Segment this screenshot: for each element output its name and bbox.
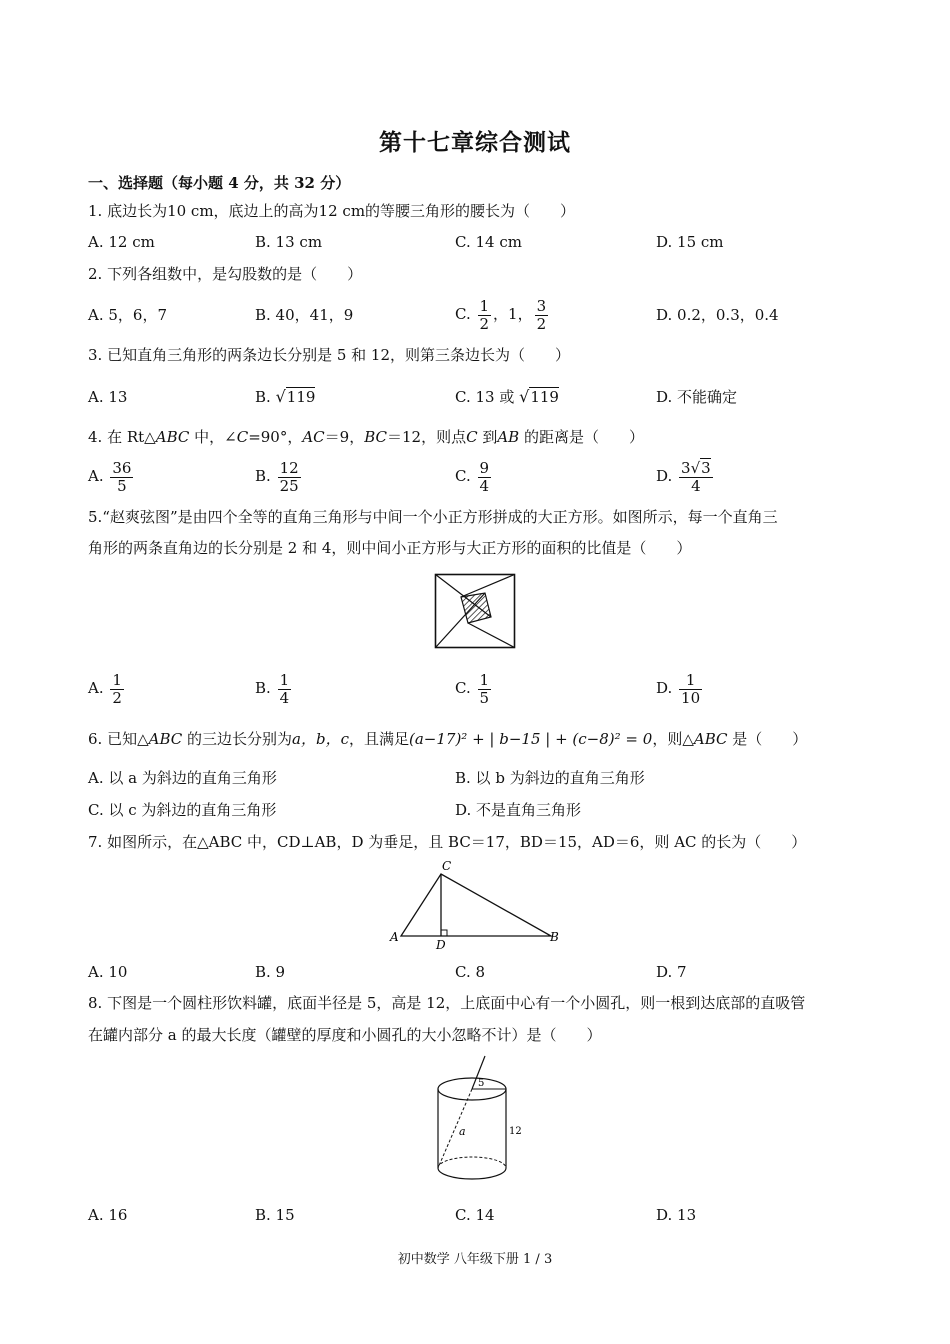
q7-stem: 7. 如图所示，在△ABC 中，CD⊥AB，D 为垂足，且 BC＝17，BD＝15，AD＝6，则 AC 的长为（ ） [88, 833, 807, 851]
q3-b-label: B. [255, 388, 271, 406]
label-height: 12 [509, 1126, 522, 1137]
q1-stem: 1. 底边长为10 cm，底边上的高为12 cm的等腰三角形的腰长为（ ） [88, 202, 576, 220]
q4-option-c[interactable] [455, 456, 493, 496]
q5-a-fraction: $\frac{1}{2}$ [112, 670, 122, 707]
q4-b-fraction: $\frac{12}{25}$ [279, 458, 299, 495]
q6-option-b[interactable]: B. 以 b 为斜边的直角三角形 [455, 769, 645, 787]
q2-c-mid: ，1， [493, 305, 533, 323]
q5-stem-line-1: 5.“赵爽弦图”是由四个全等的直角三角形与中间一个小正方形拼成的大正方形。如图所示，每一个直角三 [88, 508, 778, 526]
sqrt-icon: √ [275, 387, 286, 406]
q2-c-fraction-2: $\frac{3}{2}$ [536, 296, 547, 333]
q1-option-b[interactable]: B. 13 cm [255, 233, 323, 251]
sqrt-icon: √ [519, 387, 530, 406]
q2-option-a[interactable]: A. 5，6，7 [88, 306, 167, 324]
q3-b-radicand: 119 [286, 388, 316, 406]
q5-option-b[interactable] [255, 668, 293, 708]
q1-option-a[interactable]: A. 12 cm [88, 233, 155, 251]
q5-d-fraction: $\frac{1}{10}$ [681, 670, 701, 707]
q3-option-d[interactable]: D. 不能确定 [656, 388, 738, 406]
q2-stem: 2. 下列各组数中，是勾股数的是（ ） [88, 265, 363, 283]
q2-c-fraction-1: $\frac{1}{2}$ [479, 296, 490, 333]
label-radius: 5 [478, 1078, 485, 1089]
q8-option-b[interactable]: B. 15 [255, 1206, 295, 1224]
q3-option-c[interactable] [455, 387, 559, 407]
q3-option-a[interactable]: A. 13 [88, 388, 128, 406]
q5-stem-line-2: 角形的两条直角边的长分别是 2 和 4，则中间小正方形与大正方形的面积的比值是（ ） [88, 539, 692, 557]
q5-option-a[interactable] [88, 668, 126, 708]
q7-option-b[interactable]: B. 9 [255, 963, 286, 981]
label-a: A [390, 930, 399, 944]
q6-stem: 6. 已知△ABC 的三边长分别为a，b，c，且满足(a−17)² + | b−15 | + (c−8)² = 0，则△ABC 是（ ） [88, 730, 808, 748]
q5-option-d[interactable] [656, 668, 704, 708]
q5-c-fraction: $\frac{1}{5}$ [479, 670, 490, 707]
q2-option-b[interactable]: B. 40，41，9 [255, 306, 354, 324]
q5-option-c[interactable] [455, 668, 493, 708]
q3-c-label: C. 13 或 [455, 388, 515, 406]
q8-stem-line-1: 8. 下图是一个圆柱形饮料罐，底面半径是 5，高是 12，上底面中心有一个小圆孔，则一根到达底部的直吸管 [88, 994, 806, 1012]
q4-a-fraction: $\frac{36}{5}$ [112, 458, 132, 495]
q4-option-b[interactable] [255, 456, 303, 496]
q5-a-label: A. [88, 679, 104, 697]
q4-d-fraction: $\frac{3√3}{4}$ [681, 458, 711, 495]
q4-c-label: C. [455, 467, 471, 485]
q5-c-label: C. [455, 679, 471, 697]
section-heading: 一、选择题（每小题 4 分，共 32 分） [88, 174, 351, 192]
zhao-shuang-diagram [434, 573, 516, 649]
q4-option-d[interactable] [656, 456, 715, 496]
sqrt-icon: √ [690, 458, 701, 477]
q5-d-label: D. [656, 679, 673, 697]
q1-option-d[interactable]: D. 15 cm [656, 233, 724, 251]
q3-stem: 3. 已知直角三角形的两条边长分别是 5 和 12，则第三条边长为（ ） [88, 346, 571, 364]
q7-option-d[interactable]: D. 7 [656, 963, 687, 981]
q8-stem-line-2: 在罐内部分 a 的最大长度（罐壁的厚度和小圆孔的大小忽略不计）是（ ） [88, 1026, 602, 1044]
q6-equation: (a−17)² + | b−15 | + (c−8)² = 0 [409, 730, 653, 748]
q3-option-b[interactable] [255, 387, 315, 407]
q7-option-c[interactable]: C. 8 [455, 963, 486, 981]
q2-option-d[interactable]: D. 0.2，0.3，0.4 [656, 306, 779, 324]
q1-option-c[interactable]: C. 14 cm [455, 233, 522, 251]
page-footer: 初中数学 八年级下册 1 / 3 [397, 1252, 553, 1267]
q4-d-label: D. [656, 467, 673, 485]
q4-c-fraction: $\frac{9}{4}$ [479, 458, 490, 495]
q6-option-c[interactable]: C. 以 c 为斜边的直角三角形 [88, 801, 277, 819]
q8-option-c[interactable]: C. 14 [455, 1206, 495, 1224]
q2-option-c[interactable] [455, 294, 550, 334]
q4-option-a[interactable] [88, 456, 135, 496]
q4-b-label: B. [255, 467, 271, 485]
q7-option-a[interactable]: A. 10 [88, 963, 128, 981]
q4-a-label: A. [88, 467, 104, 485]
label-c: C [442, 860, 452, 873]
q8-option-d[interactable]: D. 13 [656, 1206, 697, 1224]
q5-b-label: B. [255, 679, 271, 697]
q2-c-label: C. [455, 305, 471, 323]
triangle-abc-diagram [385, 860, 565, 952]
q3-c-radicand: 119 [530, 388, 559, 406]
q6-option-d[interactable]: D. 不是直角三角形 [455, 801, 582, 819]
cylinder-diagram [425, 1052, 530, 1187]
label-b: B [550, 930, 559, 944]
label-d: D [436, 938, 446, 952]
q6-option-a[interactable]: A. 以 a 为斜边的直角三角形 [88, 769, 277, 787]
q5-b-fraction: $\frac{1}{4}$ [279, 670, 290, 707]
label-a: a [459, 1125, 466, 1138]
q8-option-a[interactable]: A. 16 [88, 1206, 128, 1224]
q4-stem: 4. 在 Rt△ABC 中，∠C=90°，AC＝9，BC＝12，则点C 到AB 的距离是（ ） [88, 428, 644, 446]
page-title: 第十七章综合测试 [379, 129, 571, 156]
